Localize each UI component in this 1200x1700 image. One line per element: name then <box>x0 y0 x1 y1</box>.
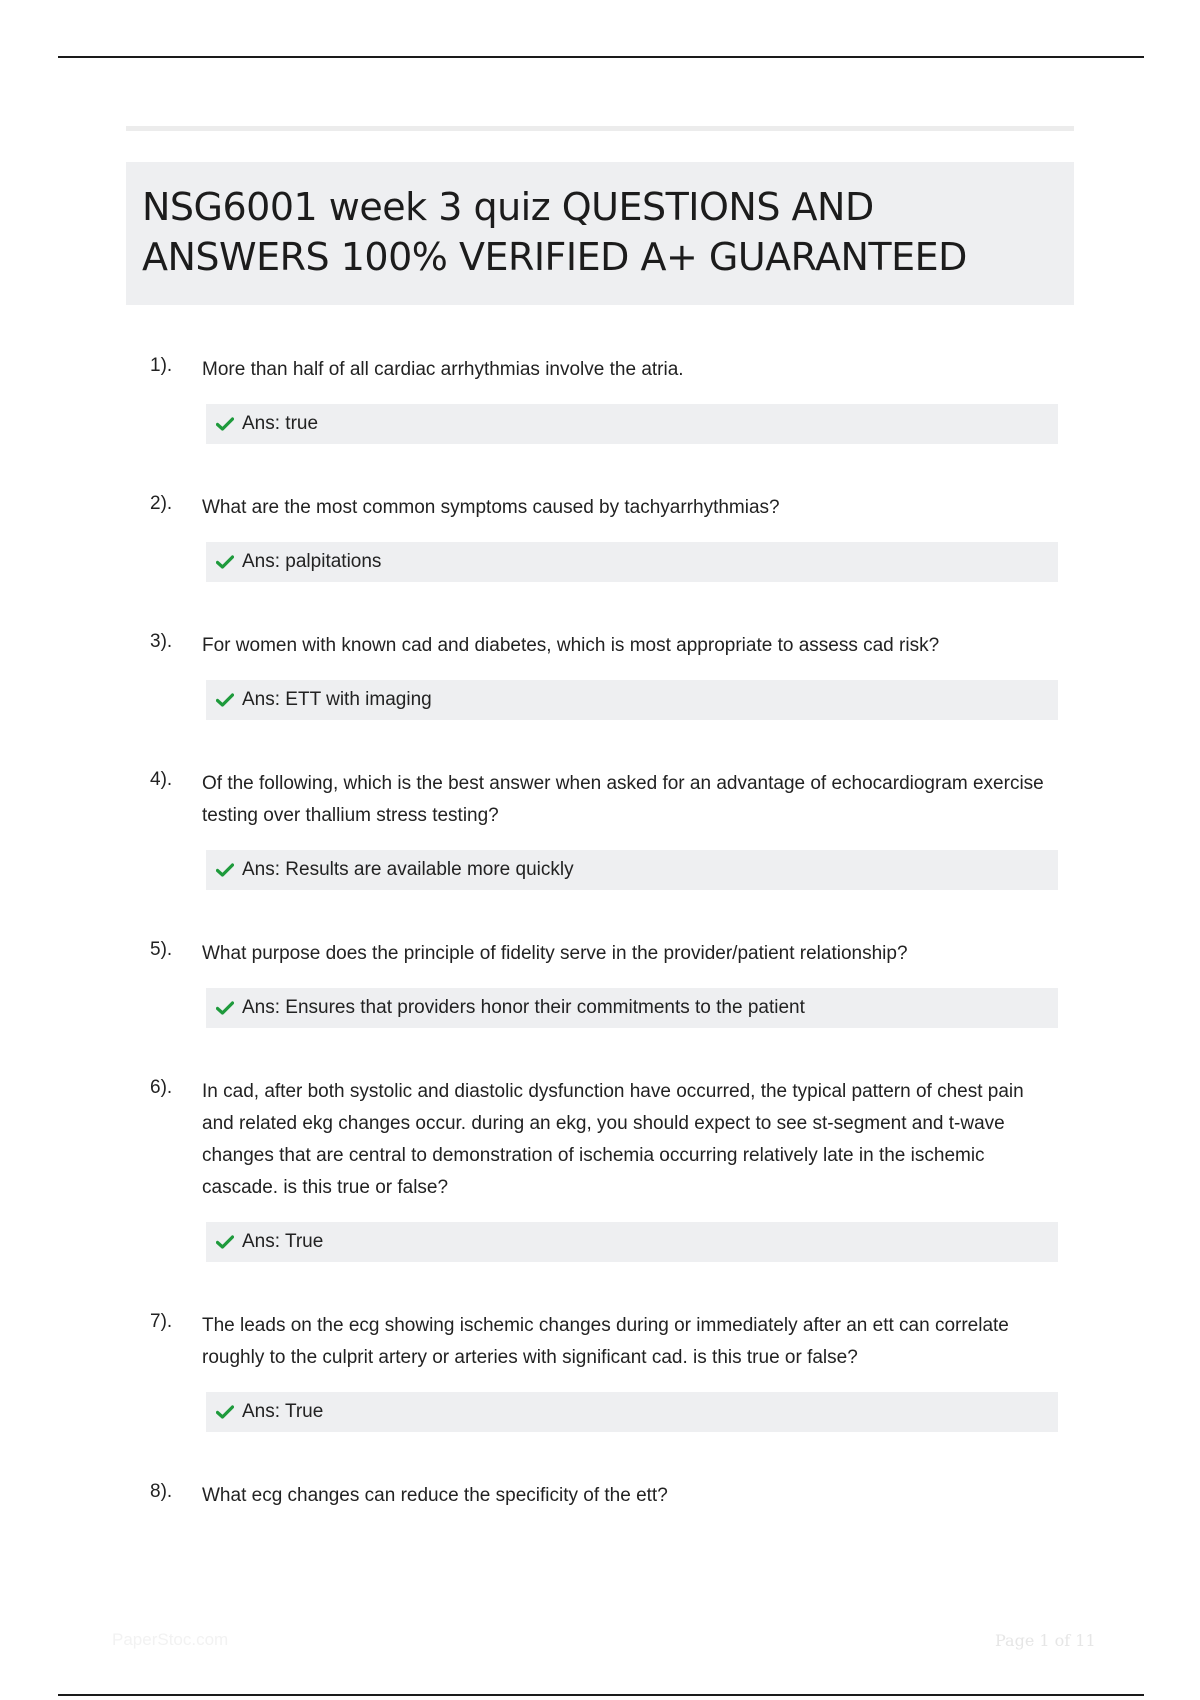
check-icon <box>214 413 236 435</box>
check-icon <box>214 1231 236 1253</box>
question-number: 3). <box>150 631 173 652</box>
question-text: What purpose does the principle of fidelity serve in the provider/patient relationship? <box>202 943 908 964</box>
answer-text: Ans: true <box>242 413 319 434</box>
question-number: 7). <box>150 1311 173 1332</box>
answer-box <box>206 850 1058 890</box>
question-row <box>150 630 1060 662</box>
title-panel <box>126 162 1074 305</box>
question-row <box>150 768 1060 832</box>
question-item <box>150 492 1060 582</box>
question-list <box>150 354 1060 1560</box>
question-text: What are the most common symptoms caused by tachyarrhythmias? <box>202 497 780 518</box>
question-row <box>150 1310 1060 1374</box>
question-text: What ecg changes can reduce the specificity of the ett? <box>202 1485 668 1506</box>
document-title: NSG6001 week 3 quiz QUESTIONS AND ANSWERS 100% VERIFIED A+ GUARANTEED <box>142 185 967 279</box>
question-text: For women with known cad and diabetes, which is most appropriate to assess cad risk? <box>202 635 940 656</box>
answer-text: Ans: Results are available more quickly <box>242 859 574 880</box>
question-item <box>150 630 1060 720</box>
answer-text: Ans: palpitations <box>242 551 382 572</box>
question-item <box>150 1480 1060 1512</box>
check-icon <box>214 551 236 573</box>
question-item <box>150 938 1060 1028</box>
answer-box <box>206 680 1058 720</box>
question-number: 6). <box>150 1077 173 1098</box>
check-icon <box>214 997 236 1019</box>
answer-box <box>206 542 1058 582</box>
question-number: 5). <box>150 939 173 960</box>
question-item <box>150 1076 1060 1262</box>
question-row <box>150 1076 1060 1204</box>
answer-box <box>206 1392 1058 1432</box>
question-row <box>150 938 1060 970</box>
question-text: Of the following, which is the best answer when asked for an advantage of echocardiogram exercise testing over thallium stress testing? <box>202 773 1044 826</box>
answer-box <box>206 404 1058 444</box>
answer-box <box>206 1222 1058 1262</box>
question-item <box>150 768 1060 890</box>
answer-box <box>206 988 1058 1028</box>
question-row <box>150 354 1060 386</box>
page-number: Page 1 of 11 <box>995 1631 1096 1650</box>
question-number: 4). <box>150 769 173 790</box>
question-text: The leads on the ecg showing ischemic changes during or immediately after an ett can correlate roughly to the culprit artery or arteries with significant cad. is this true or false? <box>202 1315 1009 1368</box>
answer-text: Ans: Ensures that providers honor their commitments to the patient <box>242 997 805 1018</box>
question-text: In cad, after both systolic and diastolic dysfunction have occurred, the typical pattern of chest pain and related ekg changes occur. during an ekg, you should expect to see st-segment and t-wave changes that are central to demonstration of ischemia occurring relatively late in the ischemic cascade. is this true or false? <box>202 1081 1024 1198</box>
question-item <box>150 1310 1060 1432</box>
check-icon <box>214 689 236 711</box>
question-number: 2). <box>150 493 173 514</box>
answer-text: Ans: True <box>242 1401 324 1422</box>
question-item <box>150 354 1060 444</box>
question-row <box>150 1480 1060 1512</box>
check-icon <box>214 859 236 881</box>
watermark: PaperStoc.com <box>112 1630 229 1649</box>
check-icon <box>214 1401 236 1423</box>
bottom-rule <box>58 1694 1144 1696</box>
question-number: 8). <box>150 1481 173 1502</box>
answer-text: Ans: ETT with imaging <box>242 689 432 710</box>
question-row <box>150 492 1060 524</box>
question-number: 1). <box>150 355 173 376</box>
question-text: More than half of all cardiac arrhythmias involve the atria. <box>202 359 684 380</box>
top-rule <box>58 56 1144 58</box>
answer-text: Ans: True <box>242 1231 324 1252</box>
header-separator <box>126 126 1074 131</box>
